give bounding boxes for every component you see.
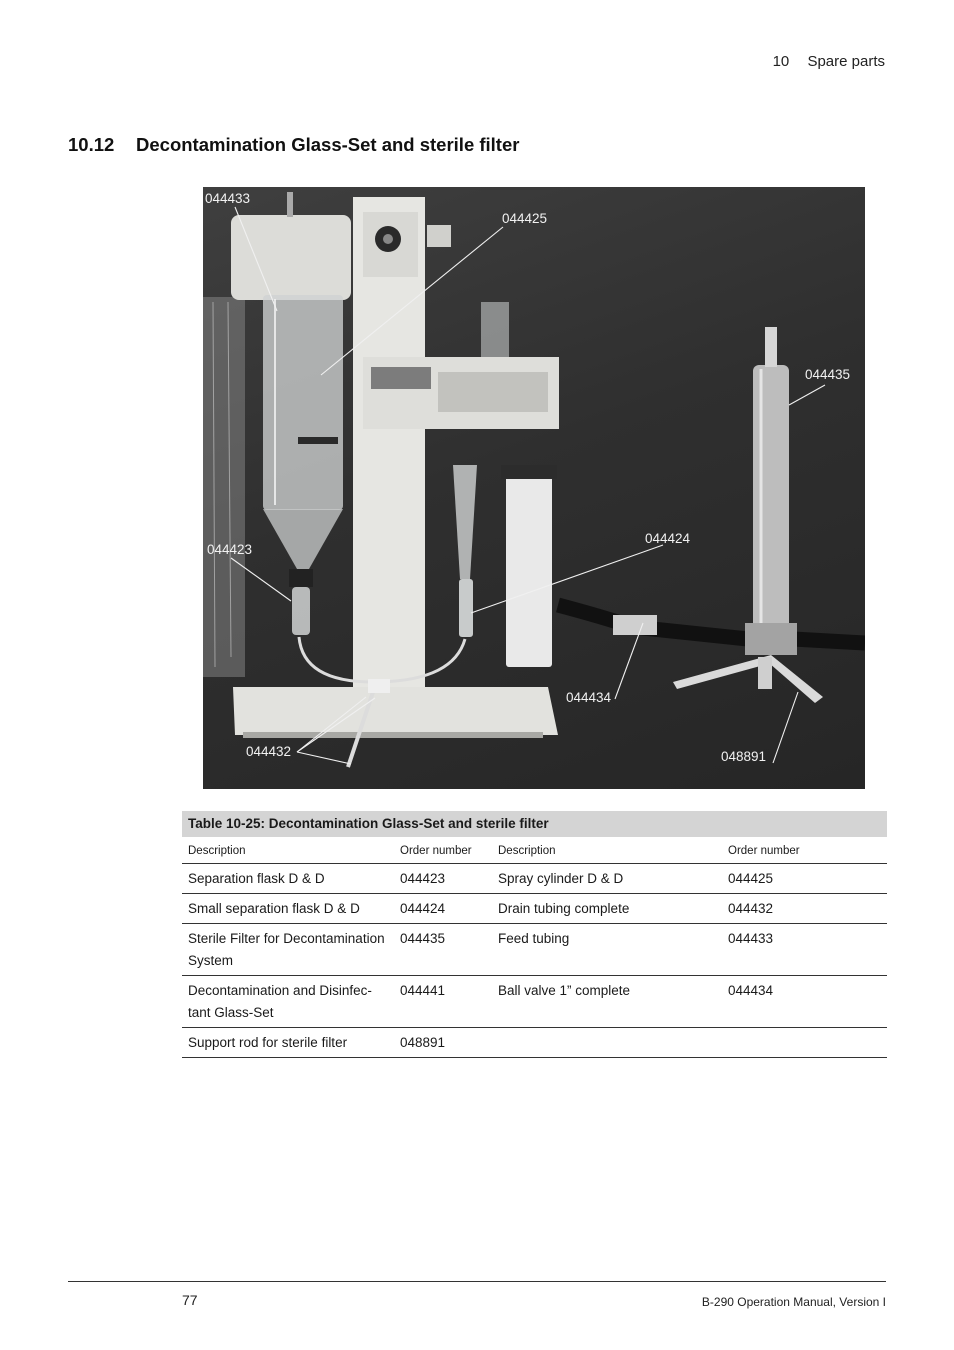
callout-spray-cylinder: 044425 [502, 211, 548, 226]
table-caption: Table 10-25: Decontamination Glass-Set and sterile filter [182, 811, 887, 837]
table-cell: Small separation flask D & D [182, 894, 394, 924]
callout-drain-tubing: 044432 [246, 744, 292, 759]
running-header [773, 53, 885, 70]
callout-sterile-filter: 044435 [805, 367, 851, 382]
section-title [68, 134, 519, 156]
table-row [182, 864, 887, 894]
table-cell: 048891 [394, 1028, 492, 1058]
chapter-number: 10 [772, 53, 790, 70]
table-cell: 044424 [394, 894, 492, 924]
callout-support-rod: 048891 [721, 749, 767, 764]
chapter-title: Spare parts [807, 53, 885, 70]
table-row [182, 894, 887, 924]
table-cell: Separation flask D & D [182, 864, 394, 894]
section-title-text: Decontamination Glass-Set and sterile filter [136, 134, 520, 155]
table-cell: Sterile Filter for Decontamination System [182, 924, 394, 976]
table-cell: Support rod for sterile filter [182, 1028, 394, 1058]
column-header-order-number: Order number [394, 837, 492, 864]
table-cell: 044434 [722, 976, 887, 1028]
callout-ball-valve: 044434 [566, 690, 612, 705]
section-number: 10.12 [68, 134, 115, 155]
table-cell: Drain tubing complete [492, 894, 722, 924]
column-header-order-number: Order number [722, 837, 887, 864]
table-row [182, 924, 887, 976]
table-cell: Ball valve 1” complete [492, 976, 722, 1028]
table-cell: Decontamination and Disinfec-tant Glass-Set [182, 976, 394, 1028]
table-cell: 044432 [722, 894, 887, 924]
callout-small-separation-flask: 044424 [645, 531, 691, 546]
callout-feed-tubing: 044433 [205, 191, 251, 206]
page-number: 77 [182, 1292, 198, 1308]
callout-separation-flask: 044423 [207, 542, 253, 557]
table-row [182, 1028, 887, 1058]
column-header-description: Description [182, 837, 394, 864]
table-cell: 044433 [722, 924, 887, 976]
table-cell [492, 1028, 722, 1058]
table-cell [722, 1028, 887, 1058]
manual-version: B-290 Operation Manual, Version I [701, 1295, 886, 1309]
table-cell: 044423 [394, 864, 492, 894]
photo-illustration [203, 187, 865, 789]
column-header-description: Description [492, 837, 722, 864]
table-cell: Feed tubing [492, 924, 722, 976]
spray-dryer-photo [203, 187, 865, 789]
table-row [182, 976, 887, 1028]
footer-rule [68, 1281, 886, 1282]
table-cell: 044435 [394, 924, 492, 976]
table-cell: 044425 [722, 864, 887, 894]
table-cell: 044441 [394, 976, 492, 1028]
table-header-row [182, 837, 887, 864]
spare-parts-table [182, 811, 887, 1058]
table-cell: Spray cylinder D & D [492, 864, 722, 894]
